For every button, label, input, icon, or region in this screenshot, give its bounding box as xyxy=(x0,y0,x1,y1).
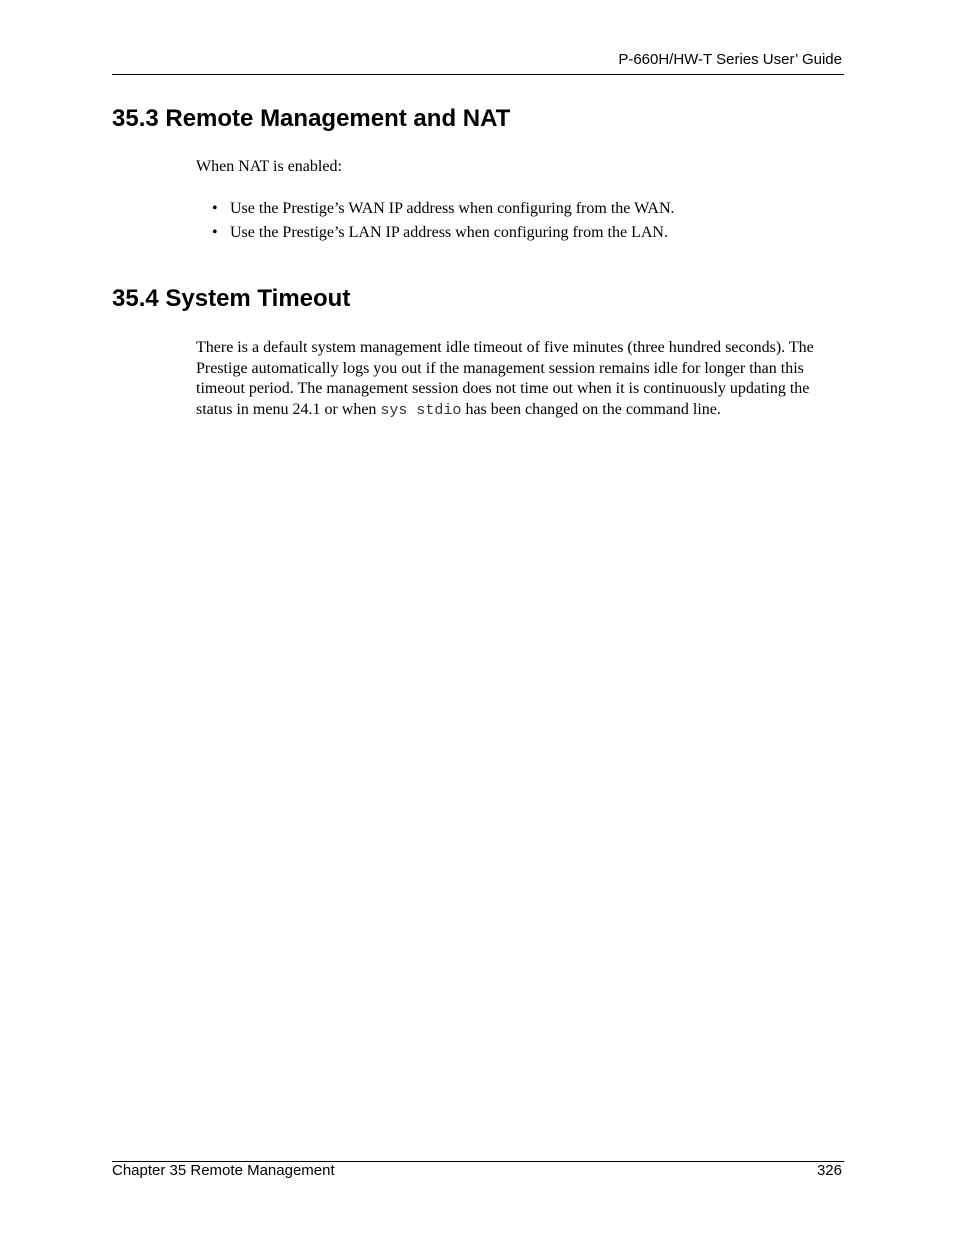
footer-chapter: Chapter 35 Remote Management xyxy=(112,1162,335,1179)
running-header: P-660H/HW-T Series User’ Guide xyxy=(618,51,842,68)
bullet-text: Use the Prestige’s WAN IP address when configuring from the WAN. xyxy=(230,200,675,217)
bullet-icon: • xyxy=(212,200,218,217)
list-item xyxy=(212,199,675,223)
bullet-text: Use the Prestige’s LAN IP address when configuring from the LAN. xyxy=(230,224,668,241)
timeout-text-after: has been changed on the command line. xyxy=(461,400,721,418)
bullet-icon: • xyxy=(212,224,218,241)
nat-intro-text: When NAT is enabled: xyxy=(196,158,342,175)
timeout-text-before: There is a default system management idle timeout of five minutes (three hundred seconds). The Prestige automatically logs you out if the management session remains idle for longer than this timeout period. The management session does not time out when it is continuously updating the status in menu 24.1 or when xyxy=(196,339,814,418)
list-item xyxy=(212,223,675,247)
timeout-paragraph xyxy=(196,338,836,421)
nat-bullet-list xyxy=(212,199,675,247)
page-number: 326 xyxy=(816,1162,842,1179)
command-code: sys stdio xyxy=(380,401,462,419)
section-heading-timeout: 35.4 System Timeout xyxy=(112,285,351,312)
header-divider xyxy=(112,74,844,75)
section-heading-nat: 35.3 Remote Management and NAT xyxy=(112,105,511,132)
